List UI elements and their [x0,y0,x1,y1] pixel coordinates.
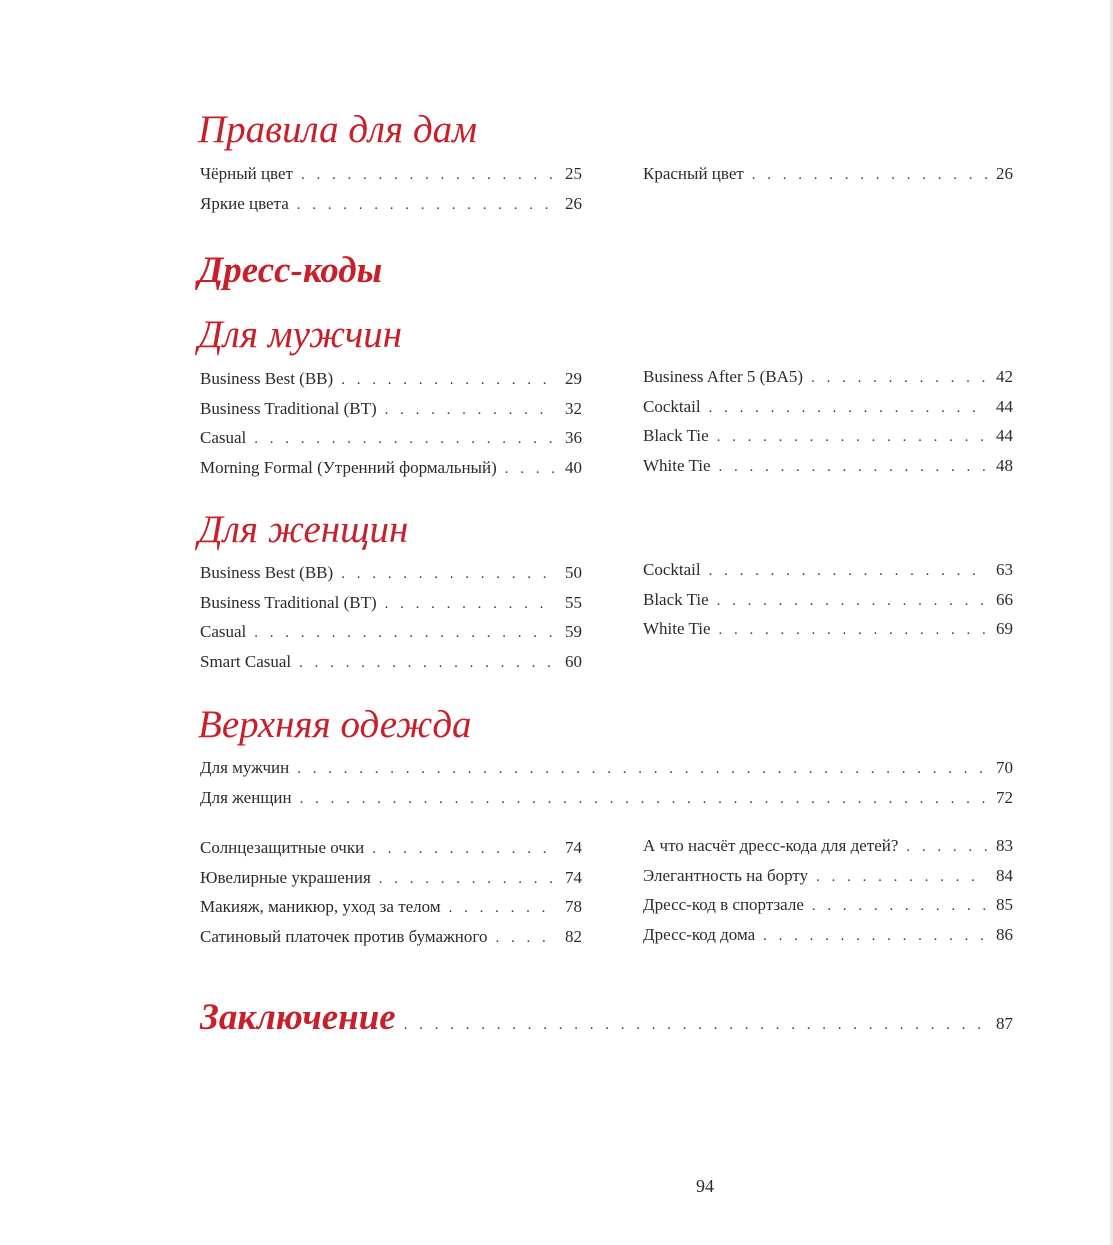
toc-entry[interactable] [643,362,1013,392]
toc-entry-page: 48 [996,455,1013,475]
toc-entry-page: 42 [996,367,1013,386]
toc-entry-conclusion[interactable] [200,996,1013,1039]
dot-leader [379,865,556,895]
toc-entry[interactable] [643,585,1013,615]
dot-leader [719,616,987,646]
toc-entry-page: 50 [565,563,582,582]
dot-leader [816,863,987,893]
toc-entry-page: 25 [565,164,582,183]
toc-entry-page: 63 [996,560,1013,579]
toc-entry[interactable] [200,783,1013,813]
toc-entry[interactable] [643,555,1013,585]
toc-entry-page: 26 [565,193,582,213]
dot-leader [709,394,987,424]
dot-leader [449,894,556,924]
toc-entry-page: 69 [996,619,1013,638]
toc-list-ladies-right [643,159,1013,189]
toc-list-misc-right [643,831,1013,949]
toc-entry-label: Casual [200,622,247,641]
toc-entry[interactable] [643,861,1013,891]
toc-entry-page: 59 [565,622,582,641]
toc-entry-page: 44 [996,426,1013,445]
toc-entry-page: 32 [565,398,582,418]
toc-entry-label: Чёрный цвет [200,164,293,183]
section-title-dresscodes: Дресс-коды [198,250,383,291]
toc-list-outerwear [200,753,1013,812]
dot-leader [717,423,987,453]
toc-entry-page: 83 [996,836,1013,855]
dot-leader [297,191,556,221]
toc-entry-page: 85 [996,895,1013,914]
toc-entry-label: Макияж, маникюр, уход за телом [200,897,441,916]
dot-leader [385,396,556,426]
toc-entry-label: Business Best (BB) [200,563,334,582]
toc-entry-page: 36 [565,428,582,447]
toc-entry-label: Black Tie [643,426,709,445]
toc-entry-page: 78 [565,897,582,916]
toc-entry-page: 66 [996,589,1013,609]
dot-leader [812,892,987,922]
toc-list-women-right [643,555,1013,644]
toc-entry-page: 60 [565,651,582,671]
toc-list-misc-left [200,833,582,951]
toc-entry-label: Красный цвет [643,164,744,183]
dot-leader [372,835,556,865]
toc-entry[interactable] [200,753,1013,783]
dot-leader [709,557,987,587]
toc-entry-label: А что насчёт дресс-кода для детей? [643,836,899,855]
toc-entry-label: Smart Casual [200,651,292,671]
dot-leader [906,833,987,863]
toc-entry-label: Дресс-код в спортзале [643,895,804,914]
toc-entry-page: 70 [996,758,1013,777]
toc-entry[interactable] [643,159,1013,189]
dot-leader [341,560,556,590]
toc-entry-label: Ювелирные украшения [200,867,371,887]
toc-entry-page: 26 [996,164,1013,183]
dot-leader [717,587,987,617]
toc-entry-label: Для женщин [200,787,292,807]
toc-list-men-right [643,362,1013,480]
section-title-ladies: Правила для дам [198,108,478,151]
toc-list-ladies-left [200,159,582,218]
dot-leader [811,364,987,394]
toc-entry[interactable] [643,831,1013,861]
dot-leader [254,619,556,649]
toc-entry-label: Дресс-код дома [643,924,756,944]
toc-entry-label: Morning Formal (Утренний формальный) [200,457,497,477]
toc-entry-page: 72 [996,787,1013,807]
dot-leader [763,922,987,952]
toc-entry-page: 82 [565,926,582,946]
toc-entry-label: Black Tie [643,589,709,609]
toc-entry-page: 84 [996,865,1013,885]
dot-leader [297,755,987,785]
toc-entry[interactable] [200,922,582,952]
toc-entry[interactable] [200,588,582,618]
section-title-men: Для мужчин [198,313,403,356]
toc-entry[interactable] [643,920,1013,950]
toc-entry[interactable] [643,451,1013,481]
toc-entry[interactable] [200,833,582,863]
toc-entry-page: 74 [565,867,582,887]
page-number: 94 [696,1176,714,1196]
dot-leader [301,161,556,191]
dot-leader [385,590,556,620]
toc-entry[interactable] [643,890,1013,920]
toc-entry-label: Casual [200,428,247,447]
toc-entry[interactable] [200,892,582,922]
dot-leader [254,425,556,455]
toc-entry[interactable] [200,159,582,189]
dot-leader [752,161,987,191]
conclusion-title: Заключение [200,997,396,1038]
dot-leader [719,453,987,483]
toc-entry[interactable] [200,863,582,893]
toc-entry[interactable] [200,617,582,647]
toc-entry[interactable] [200,423,582,453]
toc-entry-label: Business Traditional (BT) [200,398,377,418]
toc-entry-label: Business Best (BB) [200,369,334,388]
toc-entry-label: Яркие цвета [200,193,289,213]
toc-entry-label: White Tie [643,455,711,475]
toc-list-men-left [200,364,582,482]
dot-leader [404,1017,990,1034]
dot-leader [505,455,556,485]
dot-leader [299,649,556,679]
toc-entry-label: Cocktail [643,560,701,579]
toc-entry[interactable] [200,558,582,588]
toc-entry[interactable] [200,189,582,219]
dot-leader [300,785,987,815]
toc-entry-page: 40 [565,457,582,477]
toc-entry-label: Business Traditional (BT) [200,592,377,612]
toc-entry[interactable] [200,394,582,424]
toc-entry[interactable] [200,364,582,394]
section-title-outerwear: Верхняя одежда [198,703,472,746]
toc-entry-label: Элегантность на борту [643,865,809,885]
toc-entry-page: 44 [996,396,1013,416]
toc-entry-label: White Tie [643,619,711,638]
toc-entry-label: Сатиновый платочек против бумажного [200,926,488,946]
toc-entry[interactable] [643,614,1013,644]
toc-entry-label: Солнцезащитные очки [200,838,365,857]
toc-entry-page: 29 [565,369,582,388]
toc-entry[interactable] [643,392,1013,422]
toc-entry[interactable] [200,647,582,677]
toc-entry-page: 74 [565,838,582,857]
dot-leader [495,924,556,954]
toc-entry[interactable] [643,421,1013,451]
section-title-women: Для женщин [198,508,409,551]
dot-leader [341,366,556,396]
toc-entry[interactable] [200,453,582,483]
toc-list-women-left [200,558,582,676]
toc-entry-label: Cocktail [643,396,701,416]
conclusion-page: 87 [996,1014,1013,1033]
toc-entry-label: Business After 5 (BA5) [643,367,804,386]
toc-entry-label: Для мужчин [200,758,290,777]
toc-entry-page: 86 [996,924,1013,944]
toc-entry-page: 55 [565,592,582,612]
